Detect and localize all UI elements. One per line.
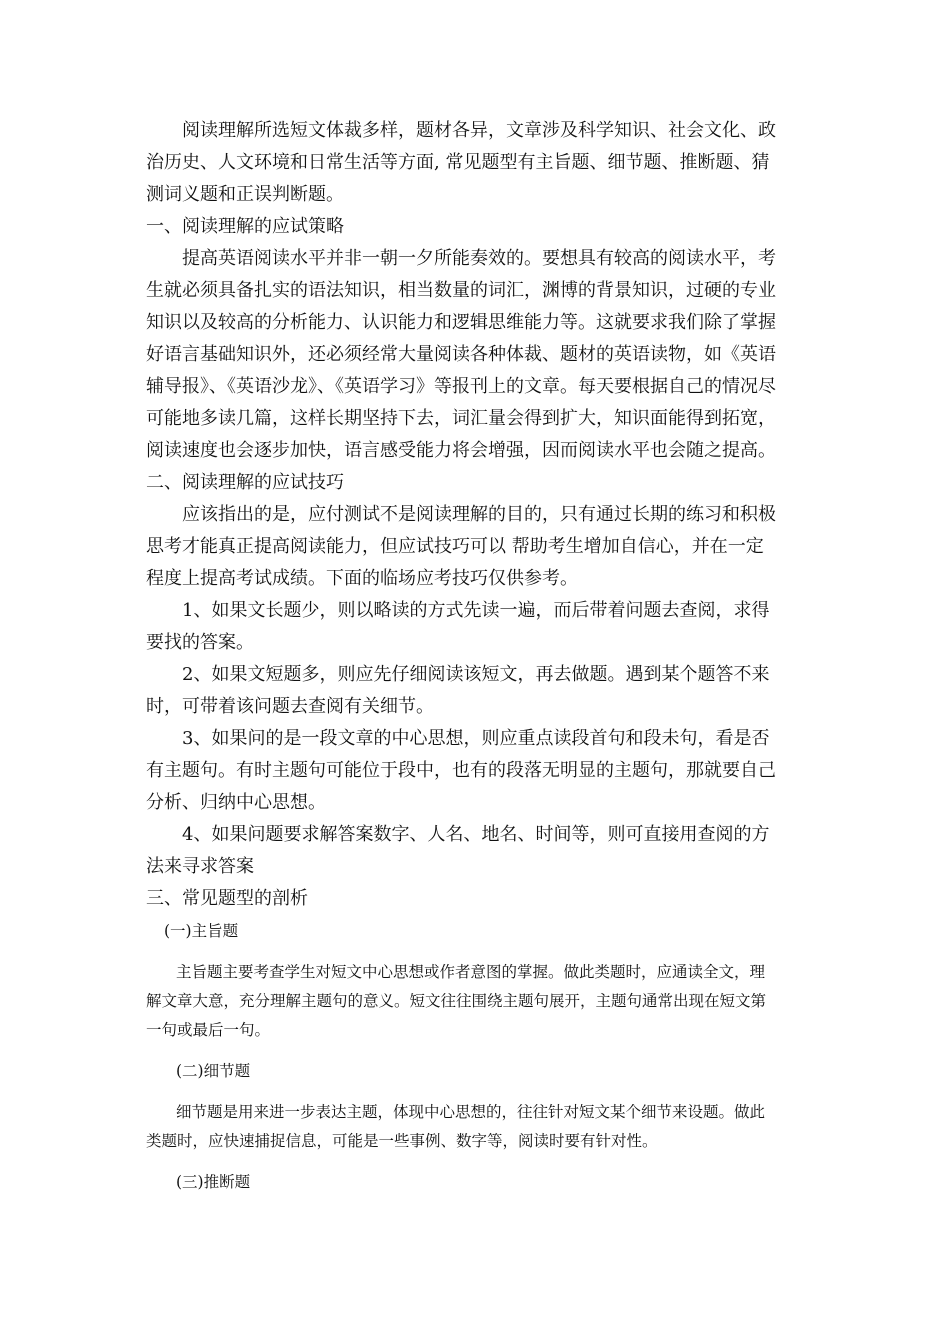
text-line: 类题时，应快速捕捉信息，可能是一些事例、数字等，阅读时要有针对性。 [146,1132,658,1150]
text-line: 阅读速度也会逐步加快，语言感受能力将会增强，因而阅读水平也会随之提高。 [146,440,776,461]
text-line: 程度上提高考试成绩。下面的临场应考技巧仅供参考。 [146,568,578,589]
text-line: 好语言基础知识外，还必须经常大量阅读各种体裁、题材的英语读物，如《英语 [146,344,776,365]
text-line: 测词义题和正误判断题。 [146,184,344,205]
text-line: 二、阅读理解的应试技巧 [146,472,344,493]
text-line: 辅导报》、《英语沙龙》、《英语学习》等报刊上的文章。每天要根据自己的情况尽 [146,376,776,397]
text-line: 提高英语阅读水平并非一朝一夕所能奏效的。要想具有较高的阅读水平，考 [182,248,776,269]
text-line: 三、常见题型的剖析 [146,888,308,909]
text-line: 有主题句。有时主题句可能位于段中，也有的段落无明显的主题句，那就要自己 [146,760,776,781]
text-line: 一、阅读理解的应试策略 [146,216,344,237]
text-line: 一句或最后一句。 [146,1021,271,1039]
text-line: 分析、归纳中心思想。 [146,792,326,813]
text-line: 治历史、人文环境和日常生活等方面, 常见题型有主旨题、细节题、推断题、猜 [146,152,770,173]
text-line: 思考才能真正提高阅读能力，但应试技巧可以 帮助考生增加自信心，并在一定 [146,536,764,557]
text-line: (二)细节题 [176,1062,251,1080]
text-line: 4、如果问题要求解答案数字、人名、地名、时间等，则可直接用查阅的方 [182,824,770,845]
text-line: 解文章大意，充分理解主题句的意义。短文往往围绕主题句展开，主题句通常出现在短文第 [146,992,767,1010]
text-line: 要找的答案。 [146,632,254,653]
text-line: 主旨题主要考查学生对短文中心思想或作者意图的掌握。做此类题时，应通读全文，理 [176,963,766,981]
text-line: 法来寻求答案 [146,856,254,877]
text-line: 细节题是用来进一步表达主题，体现中心思想的，往往针对短文某个细节来设题。做此 [176,1103,766,1121]
text-line: 3、如果问的是一段文章的中心思想，则应重点读段首句和段未句，看是否 [182,728,770,749]
text-line: 时，可带着该问题去查阅有关细节。 [146,696,434,717]
text-line: 阅读理解所选短文体裁多样，题材各异，文章涉及科学知识、社会文化、政 [182,120,776,141]
text-line: (三)推断题 [176,1173,251,1191]
text-line: 应该指出的是，应付测试不是阅读理解的目的，只有通过长期的练习和积极 [182,504,776,525]
text-line: 2、如果文短题多，则应先仔细阅读该短文，再去做题。遇到某个题答不来 [182,664,770,685]
text-line: 1、如果文长题少，则以略读的方式先读一遍，而后带着问题去查阅，求得 [182,600,770,621]
text-line: 生就必须具备扎实的语法知识，相当数量的词汇，渊博的背景知识，过硬的专业 [146,280,776,301]
text-line: (一)主旨题 [164,922,239,940]
text-line: 知识以及较高的分析能力、认识能力和逻辑思维能力等。这就要求我们除了掌握 [146,312,776,333]
text-line: 可能地多读几篇，这样长期坚持下去，词汇量会得到扩大，知识面能得到拓宽， [146,408,776,429]
